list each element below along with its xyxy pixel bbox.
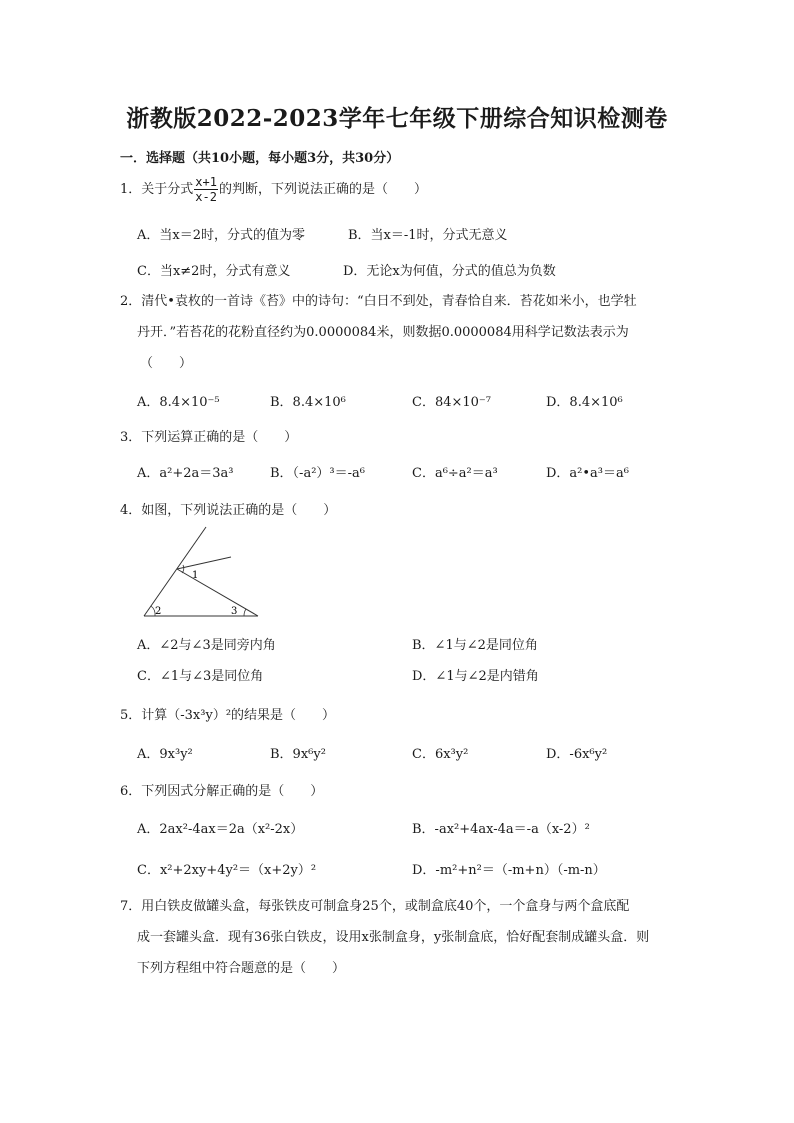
q3-stem: 3．下列运算正确的是（ ） (120, 430, 298, 445)
label-1: 1 (192, 570, 199, 581)
question-1-stem (120, 175, 427, 204)
q5-stem: 5．计算（-3x³y）²的结果是（ ） (120, 708, 336, 723)
q5-option-b: B．9x⁶y² (270, 747, 326, 762)
angle-figure (140, 525, 270, 621)
upper-ray (177, 557, 231, 569)
q1-fraction (194, 175, 218, 204)
label-2: 2 (155, 606, 162, 617)
q4-option-d: D．∠1与∠2是内错角 (412, 669, 539, 684)
q1-option-d: D．无论x为何值，分式的值总为负数 (343, 264, 556, 279)
q1-pre: 1．关于分式 (120, 182, 194, 197)
q2-option-c: C．84×10⁻⁷ (412, 395, 491, 410)
page-title: 浙教版2022-2023学年七年级下册综合知识检测卷 (126, 105, 668, 132)
q7-line-1: 7．用白铁皮做罐头盒，每张铁皮可制盒身25个，或制盒底40个，一个盒身与两个盒底配 (120, 899, 630, 914)
q3-option-a: A．a²+2a＝3a³ (137, 466, 234, 481)
q1-frac-den: x-2 (195, 190, 217, 204)
q6-option-b: B．-ax²+4ax-4a＝-a（x-2）² (412, 822, 590, 837)
q1-option-b: B．当x＝-1时，分式无意义 (348, 228, 508, 243)
q3-option-d: D．a²•a³＝a⁶ (546, 466, 629, 481)
q5-option-c: C．6x³y² (412, 747, 469, 762)
q4-option-c: C．∠1与∠3是同位角 (137, 669, 264, 684)
q5-option-a: A．9x³y² (137, 747, 193, 762)
q3-option-c: C．a⁶÷a²＝a³ (412, 466, 498, 481)
q1-option-c: C．当x≠2时，分式有意义 (137, 264, 291, 279)
q3-option-b: B．（-a²）³＝-a⁶ (270, 466, 365, 481)
q1-frac-num: x+1 (195, 175, 217, 189)
q7-line-3: 下列方程组中符合题意的是（ ） (137, 961, 346, 976)
section-heading: 一．选择题（共10小题，每小题3分，共30分） (120, 151, 400, 166)
q6-option-a: A．2ax²-4ax＝2a（x²-2x） (137, 822, 304, 837)
q2-line-1: 2．清代•袁枚的一首诗《苔》中的诗句：“白日不到处，青春恰自来．苔花如米小，也学牡 (120, 294, 637, 309)
q2-option-a: A．8.4×10⁻⁵ (137, 395, 220, 410)
q6-option-c: C．x²+2xy+4y²＝（x+2y）² (137, 863, 317, 878)
angle-3-arc (244, 609, 246, 616)
q4-option-b: B．∠1与∠2是同位角 (412, 638, 538, 653)
q7-line-2: 成一套罐头盒．现有36张白铁皮，设用x张制盒身，y张制盒底，恰好配套制成罐头盒．则 (137, 930, 650, 945)
q2-option-d: D．8.4×10⁶ (546, 395, 623, 410)
q2-line-3: （ ） (140, 356, 193, 371)
q5-option-d: D．-6x⁶y² (546, 747, 608, 762)
label-3: 3 (231, 606, 238, 617)
q2-line-2: 丹开．”若苔花的花粉直径约为0.0000084米，则数据0.0000084用科学记数法表示为 (137, 325, 629, 340)
q1-post: 的判断，下列说法正确的是（ ） (218, 182, 427, 197)
q4-option-a: A．∠2与∠3是同旁内角 (137, 638, 276, 653)
q2-option-b: B．8.4×10⁶ (270, 395, 346, 410)
q6-stem: 6．下列因式分解正确的是（ ） (120, 784, 324, 799)
q4-stem: 4．如图，下列说法正确的是（ ） (120, 503, 337, 518)
q6-option-d: D．-m²+n²＝（-m+n）（-m-n） (412, 863, 606, 878)
q1-option-a: A．当x＝2时，分式的值为零 (137, 228, 305, 243)
